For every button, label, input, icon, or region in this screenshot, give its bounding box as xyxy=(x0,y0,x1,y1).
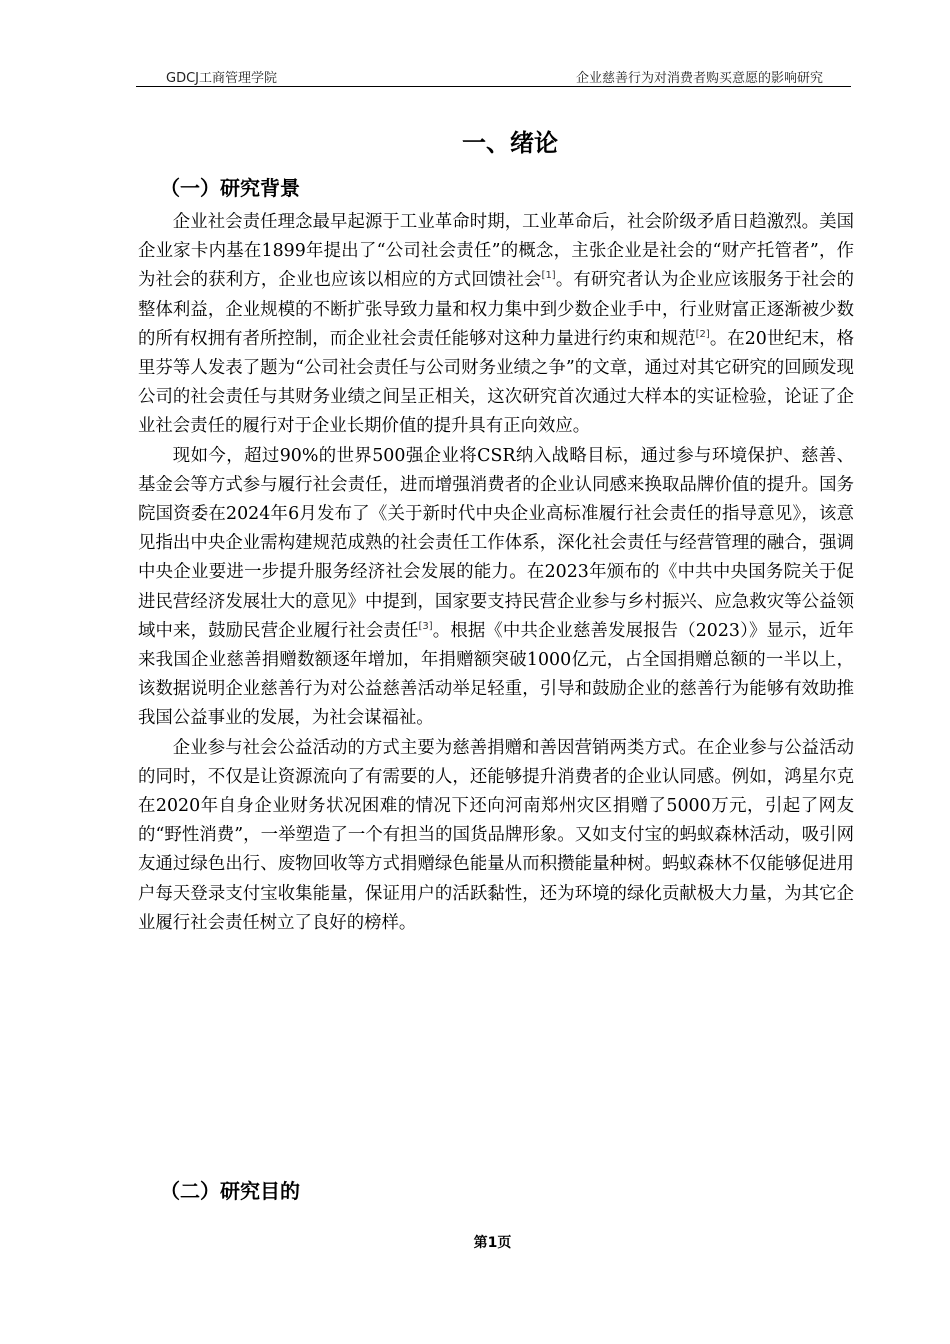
page-header xyxy=(136,66,851,86)
paragraph-2-part-b: 。根据《中共企业慈善发展报告（2023）》显示，近年来我国企业慈善捐赠数额逐年增加，年捐赠额突破1000亿元，占全国捐赠总额的一半以上，该数据说明企业慈善行为对公益慈善活动举足轻重，引导和鼓励企业的慈善行为能够有效助推我国公益事业的发展，为社会谋福祉。 xyxy=(138,620,854,729)
citation-ref-3: [3] xyxy=(418,621,433,633)
citation-ref-1: [1] xyxy=(541,270,556,282)
section-title-purpose: （二）研究目的 xyxy=(160,1179,300,1203)
header-paper-title: 企业慈善行为对消费者购买意愿的影响研究 xyxy=(575,71,823,86)
paragraph-1-part-c: 。在20世纪末，格里芬等人发表了题为“公司社会责任与公司财务业绩之争”的文章，通过对其它研究的回顾发现公司的社会责任与其财务业绩之间呈正相关，这次研究首次通过大样本的实证检验，论证了企业社会责任的履行对于企业长期价值的提升具有正向效应。 xyxy=(138,328,854,437)
section-title-background: （一）研究背景 xyxy=(160,176,300,200)
paragraph-2 xyxy=(138,442,854,734)
paragraph-2-part-a: 现如今，超过90%的世界500强企业将CSR纳入战略目标，通过参与环境保护、慈善、基金会等方式参与履行社会责任，进而增强消费者的企业认同感来换取品牌价值的提升。国务院国资委在2024年6月发布了《关于新时代中央企业高标准履行社会责任的指导意见》，该意见指出中央企业需构建规范成熟的社会责任工作体系，深化社会责任与经营管理的融合，强调中央企业要进一步提升服务经济社会发展的能力。在2023年颁布的《中共中央国务院关于促进民营经济发展壮大的意见》中提到，国家要支持民营企业参与乡村振兴、应急救灾等公益领域中来，鼓励民营企业履行社会责任 xyxy=(138,445,854,641)
paragraph-1-part-b: 。有研究者认为企业应该服务于社会的整体利益，企业规模的不断扩张导致力量和权力集中到少数企业手中，行业财富正逐渐被少数的所有权拥有者所控制，而企业社会责任能够对这种力量进行约束和规范 xyxy=(138,270,854,349)
header-institution: GDCJ工商管理学院 xyxy=(166,71,277,86)
paragraph-1-part-a: 企业社会责任理念最早起源于工业革命时期，工业革命后，社会阶级矛盾日趋激烈。美国企业家卡内基在1899年提出了“公司社会责任”的概念，主张企业是社会的“财产托管者”，作为社会的获利方，企业也应该以相应的方式回馈社会 xyxy=(138,212,854,291)
page-number: 第1页 xyxy=(473,1235,512,1251)
header-divider xyxy=(136,86,851,87)
paragraph-3: 企业参与社会公益活动的方式主要为慈善捐赠和善因营销两类方式。在企业参与公益活动的同时，不仅是让资源流向了有需要的人，还能够提升消费者的企业认同感。例如，鸿星尔克在2020年自身企业财务状况困难的情况下还向河南郑州灾区捐赠了5000万元，引起了网友的“野性消费”，一举塑造了一个有担当的国货品牌形象。又如支付宝的蚂蚁森林活动，吸引网友通过绿色出行、废物回收等方式捐赠绿色能量从而积攒能量种树。蚂蚁森林不仅能够促进用户每天登录支付宝收集能量，保证用户的活跃黏性，还为环境的绿化贡献极大力量，为其它企业履行社会责任树立了良好的榜样。 xyxy=(138,737,854,933)
citation-ref-2: [2] xyxy=(695,329,710,341)
paragraph-1 xyxy=(138,208,854,442)
body-text xyxy=(138,208,854,938)
chapter-title: 一、绪论 xyxy=(462,129,558,157)
